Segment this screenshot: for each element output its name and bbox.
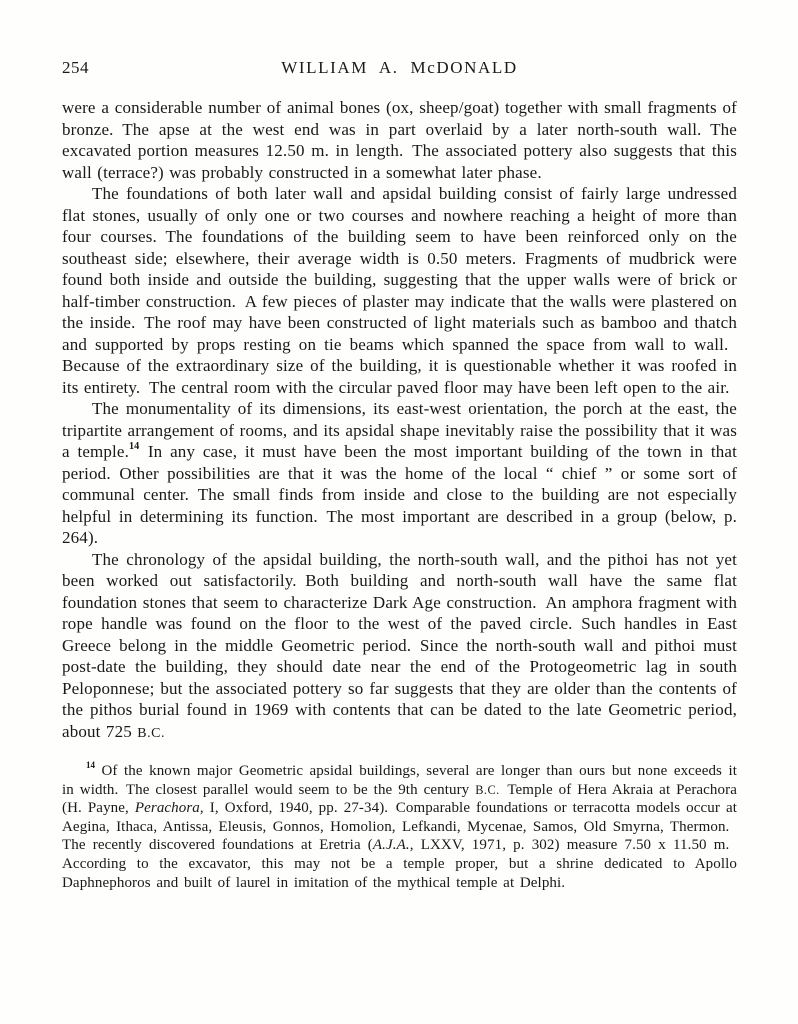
text-segment: The foundations of both later wall and apsidal building consist of fairly large undressed flat stones, usually of only one or two courses and nowhere reaching a height of more than four courses. The foundations of the building seem to have been reinforced only on the southeast side; elsewhere, their average width is 0.50 meters. Fragments of mudbrick were found both inside and outside the building, suggesting that the upper walls were of brick or half-timber construction. A few pieces of plaster may indicate that the walls were plastered on the inside. The roof may have been constructed of light materials such as bamboo and thatch and supported by props resting on tie beams which spanned the space from wall to wall. Because of the extraordinary size of the building, it is questionable whether it was roofed in its entirety. The central room with the circular paved floor may have been left open to the air. [62, 184, 737, 397]
footnote-marker: 14 [86, 760, 95, 771]
paragraph [62, 183, 737, 398]
text-segment: In any case, it must have been the most important building of the town in that period. Other possibilities are that it was the home of the local “ chief ” or some sort of communal center. The small finds from inside and close to the building are not especially helpful in determining its function. The most important are described in a group (below, p. 264). [62, 442, 737, 547]
text-segment: The monumentality of its dimensions, its east-west orientation, the porch at the east, the tripartite arrangement of rooms, and its apsidal shape inevitably raise the possibility that it was a temple. [62, 399, 737, 461]
page-number: 254 [62, 58, 89, 77]
text-segment: Temple of Hera Akraia at Perachora (H. Payne, [62, 781, 737, 817]
text-segment: Of the known major Geometric apsidal buildings, several are longer than ours but none exceeds it in width. The closest parallel would seem to be the 9th century [62, 763, 737, 798]
text-segment: , I, Oxford, 1940, pp. 27-34). Comparable foundations or terracotta models occur at Aegina, Ithaca, Antissa, Eleusis, Gonnos, Homolion, Lefkandi, Mycenae, Samos, Old Smyrna, Thermon. The recently discovered foundations at Eretria ( [62, 800, 737, 854]
running-head: WILLIAM A. McDONALD [281, 58, 518, 77]
footnote [62, 762, 737, 892]
text-segment: were a considerable number of animal bones (ox, sheep/goat) together with small fragments of bronze. The apse at the west end was in part overlaid by a later north-south wall. The excavated portion measures 12.50 m. in length. The associated pottery also suggests that this wall (terrace?) was probably constructed in a somewhat later phase. [62, 98, 737, 182]
paragraph [62, 549, 737, 745]
italic-text: A.J.A., [372, 837, 414, 854]
smallcaps-text: B.C. [475, 782, 500, 797]
footnote-reference: 14 [129, 441, 140, 453]
footnote-paragraph [62, 762, 737, 892]
paragraph [62, 398, 737, 549]
body-text [62, 97, 737, 744]
page-header [62, 58, 737, 78]
italic-text: Perachora [134, 800, 200, 817]
paragraph [62, 97, 737, 183]
smallcaps-text: B.C. [137, 725, 166, 741]
text-segment: LXXV, 1971, p. 302) measure 7.50 x 11.50 m. According to the excavator, this may not be a temple proper, but a shrine dedicated to Apollo Daphnephoros and built of laurel in imitation of the mythical temple at Delphi. [62, 837, 737, 891]
text-segment: The chronology of the apsidal building, the north-south wall, and the pithoi has not yet been worked out satisfactorily. Both building and north-south wall have the same flat foundation stones that seem to characterize Dark Age construction. An amphora fragment with rope handle was found on the floor to the west of the paved circle. Such handles in East Greece belong in the middle Geometric period. Since the north-south wall and pithoi must post-date the building, they should date near the end of the Protogeometric lag in south Peloponnese; but the associated pottery so far suggests that they are older than the contents of the pithos burial found in 1969 with contents that can be dated to the late Geometric period, about 725 [62, 549, 737, 741]
